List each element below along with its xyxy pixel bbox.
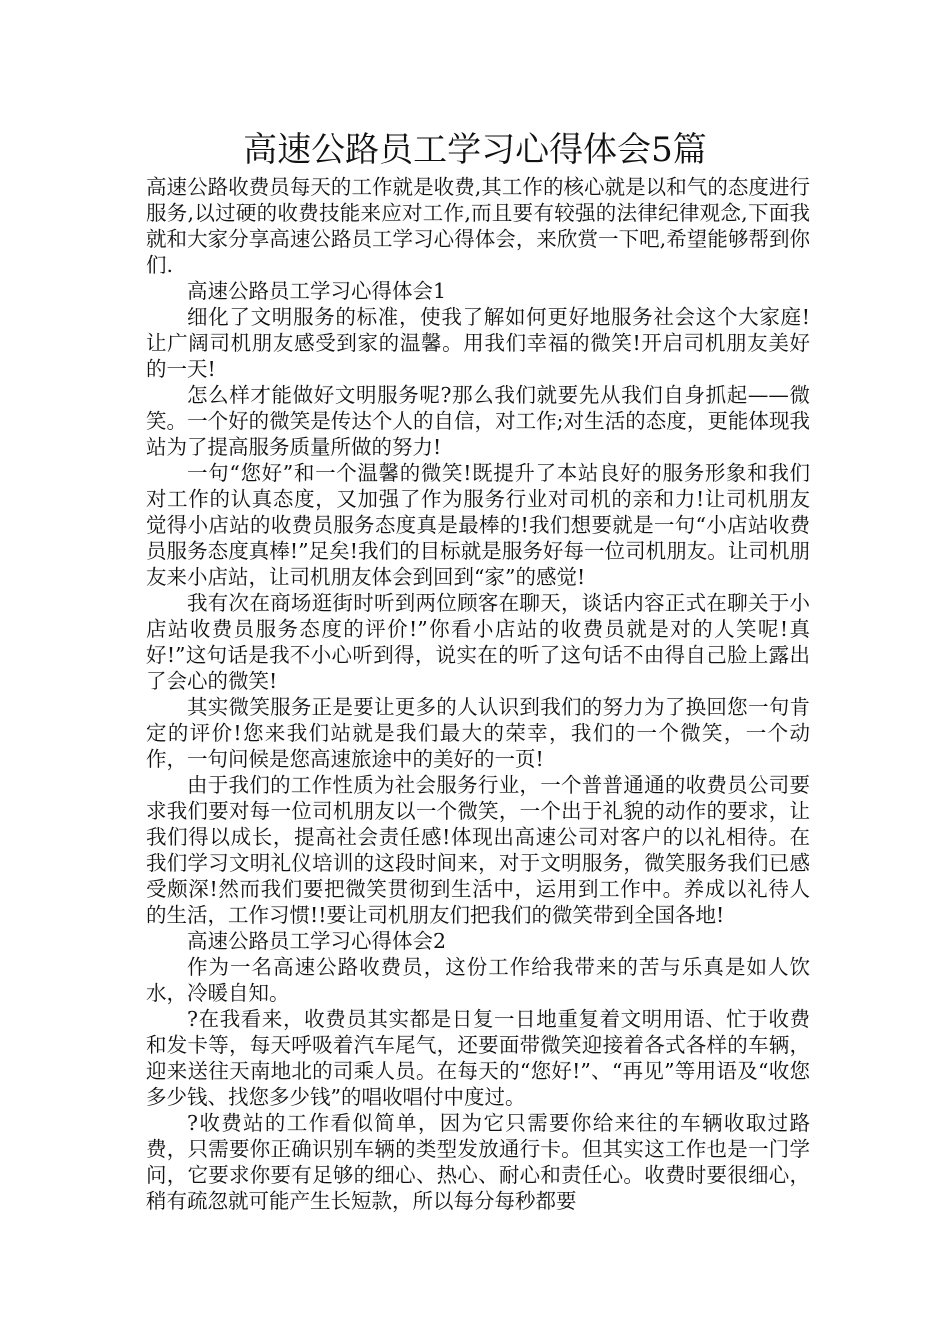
body-paragraph: ?收费站的工作看似简单，因为它只需要你给来往的车辆收取过路费，只需要你正确识别车辆的类型发放通行卡。但其实这工作也是一门学问，它要求你要有足够的细心、热心、耐心和责任心。收费时要很细心，稍有疏忽就可能产生长短款，所以每分每秒都要 <box>146 1111 810 1213</box>
lead-paragraph: 高速公路收费员每天的工作就是收费,其工作的核心就是以和气的态度进行服务,以过硬的收费技能来应对工作,而且要有较强的法律纪律观念,下面我就和大家分享高速公路员工学习心得体会，来欣赏一下吧,希望能够帮到你们. <box>146 175 810 277</box>
body-paragraph: 我有次在商场逛街时听到两位顾客在聊天，谈话内容正式在聊关于小店站收费员服务态度的评价!”你看小店站的收费员就是对的人笑呢!真好!”这句话是我不小心听到得，说实在的听了这句话不由得自己脸上露出了会心的微笑! <box>146 591 810 693</box>
body-paragraph: 其实微笑服务正是要让更多的人认识到我们的努力为了换回您一句肯定的评价!您来我们站就是我们最大的荣幸，我们的一个微笑，一个动作，一句问候是您高速旅途中的美好的一页! <box>146 695 810 771</box>
body-paragraph: ?在我看来，收费员其实都是日复一日地重复着文明用语、忙于收费和发卡等，每天呼吸着汽车尾气，还要面带微笑迎接着各式各样的车辆，迎来送往天南地北的司乘人员。在每天的“您好!”、“再见”等用语及“收您多少钱、找您多少钱”的唱收唱付中度过。 <box>146 1007 810 1109</box>
body-paragraph: 细化了文明服务的标准，使我了解如何更好地服务社会这个大家庭!让广阔司机朋友感受到家的温馨。用我们幸福的微笑!开启司机朋友美好的一天! <box>146 305 810 381</box>
body-paragraph: 一句“您好”和一个温馨的微笑!既提升了本站良好的服务形象和我们对工作的认真态度，又加强了作为服务行业对司机的亲和力!让司机朋友觉得小店站的收费员服务态度真是最棒的!我们想要就是一句“小店站收费员服务态度真棒!”足矣!我们的目标就是服务好每一位司机朋友。让司机朋友来小店站，让司机朋友体会到回到“家”的感觉! <box>146 461 810 589</box>
section-heading-1: 高速公路员工学习心得体会1 <box>187 279 447 303</box>
document-title: 高速公路员工学习心得体会5篇 <box>243 130 707 170</box>
document-body <box>146 174 810 1214</box>
body-paragraph: 作为一名高速公路收费员，这份工作给我带来的苦与乐真是如人饮水，冷暖自知。 <box>146 955 810 1005</box>
body-paragraph: 由于我们的工作性质为社会服务行业，一个普普通通的收费员公司要求我们要对每一位司机朋友以一个微笑，一个出于礼貌的动作的要求，让我们得以成长，提高社会责任感!体现出高速公司对客户的以礼相待。在我们学习文明礼仪培训的这段时间来，对于文明服务，微笑服务我们已感受颇深!然而我们要把微笑贯彻到生活中，运用到工作中。养成以礼待人的生活，工作习惯!!要让司机朋友们把我们的微笑带到全国各地! <box>146 773 810 927</box>
section-heading-2: 高速公路员工学习心得体会2 <box>187 929 447 953</box>
body-paragraph: 怎么样才能做好文明服务呢?那么我们就要先从我们自身抓起——微笑。一个好的微笑是传达个人的自信，对工作;对生活的态度，更能体现我站为了提高服务质量所做的努力! <box>146 383 810 459</box>
